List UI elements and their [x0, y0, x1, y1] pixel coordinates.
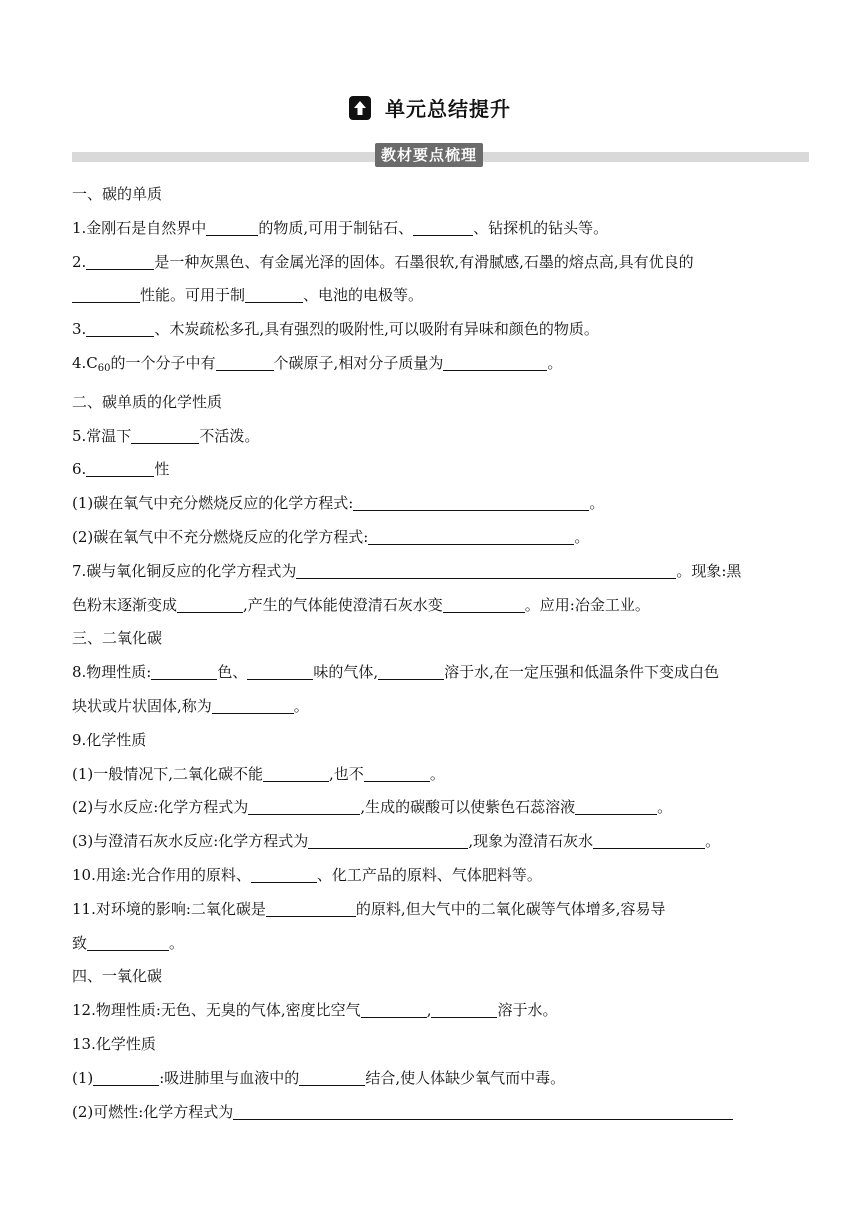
answer-blank[interactable]: [93, 1069, 159, 1086]
text: 2.: [72, 252, 87, 271]
text: 溶于水,在一定压强和低温条件下变成白色: [444, 663, 719, 682]
answer-blank[interactable]: [308, 832, 468, 849]
answer-blank[interactable]: [86, 253, 154, 270]
text: 个碳原子,相对分子质量为: [273, 353, 444, 372]
text: 12.物理性质:无色、无臭的气体,密度比空气: [72, 1001, 361, 1020]
answer-blank[interactable]: [299, 1069, 365, 1086]
text: (1): [72, 1068, 94, 1087]
question-line: [72, 690, 792, 724]
question-line: [72, 1028, 792, 1062]
question-line: [72, 521, 792, 555]
question-line: [72, 656, 792, 690]
answer-blank[interactable]: [248, 798, 360, 815]
answer-blank[interactable]: [575, 798, 657, 815]
worksheet-body: [72, 178, 792, 1129]
text: 1.金刚石是自然界中: [72, 218, 207, 237]
answer-blank[interactable]: [378, 663, 444, 680]
answer-blank[interactable]: [151, 663, 217, 680]
text: 的一个分子中有: [110, 353, 216, 372]
text: 6.: [72, 460, 87, 479]
answer-blank[interactable]: [443, 354, 547, 371]
text: 色粉末逐渐变成: [72, 595, 178, 614]
section-heading: [72, 178, 792, 212]
text: 。: [657, 798, 673, 817]
answer-blank[interactable]: [443, 596, 525, 613]
text: 的物质,可用于制钻石、: [258, 218, 414, 237]
text: ,生成的碳酸可以使紫色石蕊溶液: [360, 798, 576, 817]
question-line: [72, 313, 792, 347]
heading-text: 二、碳单质的化学性质: [72, 392, 223, 411]
text: 结合,使人体缺少氧气而中毒。: [365, 1068, 566, 1087]
text: 13.化学性质: [72, 1034, 156, 1053]
page-header: [0, 93, 860, 122]
page-title: 单元总结提升: [385, 97, 511, 121]
text: 。: [169, 933, 185, 952]
text: (3)与澄清石灰水反应:化学方程式为: [72, 832, 309, 851]
text: (2)与水反应:化学方程式为: [72, 798, 249, 817]
text: (2)可燃性:化学方程式为: [72, 1102, 234, 1121]
text: 。: [547, 353, 563, 372]
answer-blank[interactable]: [177, 596, 243, 613]
question-line: [72, 758, 792, 792]
question-line: [72, 555, 792, 589]
question-line: [72, 1096, 792, 1130]
text: 。: [293, 696, 309, 715]
section-badge: 教材要点梳理: [375, 143, 483, 167]
answer-blank[interactable]: [86, 320, 154, 337]
answer-blank[interactable]: [593, 832, 705, 849]
question-line: [72, 420, 792, 454]
answer-blank[interactable]: [353, 494, 589, 511]
question-line: [72, 994, 792, 1028]
text: 色、: [217, 663, 248, 682]
question-line: [72, 1062, 792, 1096]
answer-blank[interactable]: [266, 900, 356, 917]
question-line: [72, 589, 792, 623]
answer-blank[interactable]: [251, 866, 317, 883]
question-line: [72, 927, 792, 961]
answer-blank[interactable]: [368, 528, 574, 545]
text: 10.用途:光合作用的原料、: [72, 865, 251, 884]
text: (1)一般情况下,二氧化碳不能: [72, 764, 264, 783]
text: ,现象为澄清石灰水: [468, 832, 594, 851]
text: ,产生的气体能使澄清石灰水变: [243, 595, 443, 614]
question-line: [72, 724, 792, 758]
section-heading: [72, 386, 792, 420]
text: 溶于水。: [497, 1001, 558, 1020]
answer-blank[interactable]: [72, 286, 140, 303]
heading-text: 三、二氧化碳: [72, 629, 163, 648]
text: ,: [426, 1001, 432, 1020]
answer-blank[interactable]: [245, 286, 303, 303]
text: 5.常温下: [72, 426, 132, 445]
question-line: [72, 453, 792, 487]
section-heading: [72, 622, 792, 656]
answer-blank[interactable]: [233, 1103, 733, 1120]
answer-blank[interactable]: [212, 697, 294, 714]
answer-blank[interactable]: [364, 765, 430, 782]
heading-text: 四、一氧化碳: [72, 967, 163, 986]
question-line: [72, 212, 792, 246]
text: 。现象:黑: [676, 561, 742, 580]
text: 不活泼。: [199, 426, 260, 445]
answer-blank[interactable]: [361, 1001, 427, 1018]
text: ,也不: [329, 764, 364, 783]
text: 是一种灰黑色、有金属光泽的固体。石墨很软,有滑腻感,石墨的熔点高,具有优良的: [154, 252, 694, 271]
text: 7.碳与氧化铜反应的化学方程式为: [72, 561, 297, 580]
text: 。: [574, 527, 590, 546]
question-line: [72, 791, 792, 825]
text: 。: [429, 764, 445, 783]
text: 性: [154, 460, 170, 479]
answer-blank[interactable]: [131, 427, 199, 444]
answer-blank[interactable]: [206, 219, 258, 236]
text: :吸进肺里与血液中的: [159, 1068, 300, 1087]
text: 8.物理性质:: [72, 663, 152, 682]
answer-blank[interactable]: [87, 934, 169, 951]
text: 致: [72, 933, 88, 952]
answer-blank[interactable]: [263, 765, 329, 782]
text: 9.化学性质: [72, 730, 147, 749]
section-heading: [72, 960, 792, 994]
text: 味的气体,: [313, 663, 379, 682]
text: 、木炭疏松多孔,具有强烈的吸附性,可以吸附有异味和颜色的物质。: [154, 320, 599, 339]
text: 、电池的电极等。: [303, 286, 424, 305]
text: (1)碳在氧气中充分燃烧反应的化学方程式:: [72, 494, 354, 513]
answer-blank[interactable]: [216, 354, 274, 371]
text: 性能。可用于制: [140, 286, 246, 305]
question-line: [72, 487, 792, 521]
text: 11.对环境的影响:二氧化碳是: [72, 899, 266, 918]
text: 。: [589, 494, 605, 513]
text: 、化工产品的原料、气体肥料等。: [316, 865, 542, 884]
question-line: [72, 246, 792, 280]
answer-blank[interactable]: [413, 219, 473, 236]
text: (2)碳在氧气中不充分燃烧反应的化学方程式:: [72, 527, 369, 546]
text: 4.C: [72, 353, 98, 372]
text: 。: [705, 832, 721, 851]
answer-blank[interactable]: [296, 562, 676, 579]
text: 。应用:冶金工业。: [524, 595, 650, 614]
question-line: [72, 859, 792, 893]
text: 的原料,但大气中的二氧化碳等气体增多,容易导: [355, 899, 666, 918]
text: 块状或片状固体,称为: [72, 696, 212, 715]
answer-blank[interactable]: [431, 1001, 497, 1018]
question-line: [72, 279, 792, 313]
text: 、钻探机的钻头等。: [473, 218, 609, 237]
question-line: [72, 825, 792, 859]
answer-blank[interactable]: [86, 460, 154, 477]
text: 3.: [72, 320, 87, 339]
answer-blank[interactable]: [247, 663, 313, 680]
subscript: 60: [97, 362, 111, 374]
heading-text: 一、碳的单质: [72, 185, 163, 203]
question-line: [72, 893, 792, 927]
up-arrow-icon: [349, 96, 371, 120]
question-line: [72, 347, 792, 386]
